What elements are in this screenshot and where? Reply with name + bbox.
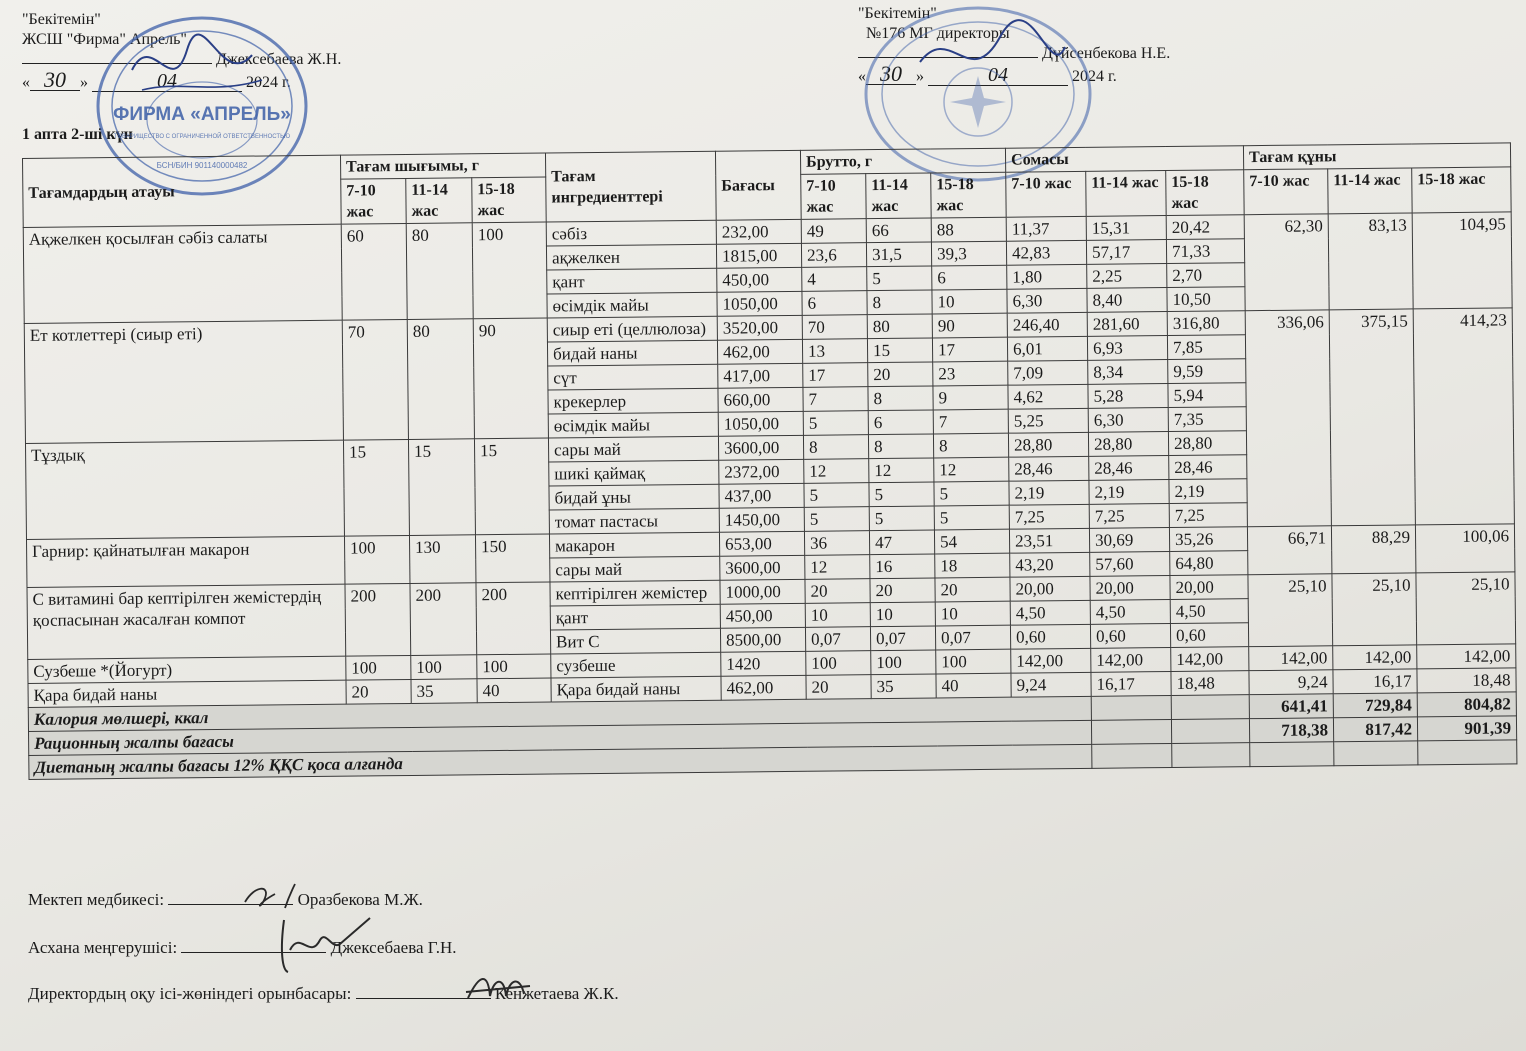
- amount-cell: 4,50: [1170, 599, 1248, 624]
- output-cell: 100: [411, 655, 477, 680]
- summary-value: [1250, 742, 1334, 767]
- amount-cell: 23,51: [1009, 528, 1089, 553]
- gross-cell: 70: [802, 315, 867, 340]
- date-year: 2024 г.: [246, 74, 291, 91]
- summary-empty-cell: [1171, 695, 1249, 720]
- amount-cell: 6,93: [1087, 336, 1167, 361]
- stamp-text: ФИРМА «АПРЕЛЬ»: [113, 104, 291, 125]
- amount-cell: 6,30: [1007, 288, 1087, 313]
- amount-cell: 142,00: [1011, 648, 1091, 673]
- summary-value: 817,42: [1333, 717, 1417, 742]
- ingredient-name-cell: Қара бидай наны: [551, 676, 721, 702]
- col-gross-header: Брутто, г: [800, 148, 1005, 174]
- amount-cell: 8,40: [1087, 288, 1167, 313]
- output-cell: 90: [473, 318, 548, 439]
- amount-cell: 4,62: [1008, 384, 1088, 409]
- cost-cell: 336,06: [1245, 310, 1331, 527]
- approval-date: « 30 » 04 2024 г.: [22, 67, 291, 92]
- age-header: 11-14 жас: [1086, 171, 1166, 217]
- ingredient-name-cell: сузбеше: [551, 652, 721, 678]
- cost-cell: 142,00: [1417, 644, 1516, 669]
- gross-cell: 66: [866, 218, 931, 243]
- ingredient-name-cell: макарон: [549, 532, 719, 558]
- dish-name-cell: Сузбеше *(Йогурт): [28, 656, 346, 683]
- amount-cell: 1,80: [1007, 264, 1087, 289]
- cost-cell: 66,71: [1247, 526, 1331, 575]
- gross-cell: 8: [868, 434, 933, 459]
- amount-cell: 20,00: [1010, 576, 1090, 601]
- summary-empty-cell: [1091, 695, 1171, 720]
- gross-cell: 40: [936, 673, 1011, 698]
- cost-cell: 83,13: [1328, 213, 1413, 310]
- approval-block-left: [22, 10, 341, 93]
- summary-label: Диетаның жалпы бағасы 12% ҚҚС қоса алғанда: [29, 744, 1092, 779]
- gross-cell: 5: [869, 482, 934, 507]
- cost-cell: 100,06: [1415, 524, 1515, 573]
- amount-cell: 7,25: [1009, 504, 1089, 529]
- cost-cell: 9,24: [1249, 670, 1333, 695]
- approval-org: №176 МГ директоры: [866, 25, 1010, 42]
- gross-cell: 17: [803, 363, 868, 388]
- amount-cell: 57,17: [1086, 240, 1166, 265]
- output-cell: 200: [410, 583, 477, 656]
- cost-cell: 25,10: [1332, 573, 1417, 646]
- summary-label: Калория мөлшері, ккал: [28, 696, 1091, 731]
- date-day: 30: [866, 64, 916, 85]
- amount-cell: 142,00: [1091, 647, 1171, 672]
- gross-cell: 5: [867, 266, 932, 291]
- gross-cell: 16: [870, 554, 935, 579]
- amount-cell: 28,46: [1169, 455, 1247, 480]
- menu-table: [22, 142, 1518, 780]
- amount-cell: 7,25: [1089, 504, 1169, 529]
- amount-cell: 16,17: [1091, 671, 1171, 696]
- gross-cell: 10: [935, 601, 1010, 626]
- approval-title: "Бекітемін": [22, 11, 101, 28]
- ingredient-name-cell: шикі қаймақ: [549, 460, 719, 486]
- summary-value: 804,82: [1417, 692, 1516, 717]
- amount-cell: 18,48: [1171, 671, 1249, 696]
- cost-cell: 88,29: [1331, 525, 1415, 574]
- gross-cell: 80: [867, 314, 932, 339]
- amount-cell: 42,83: [1006, 240, 1086, 265]
- amount-cell: 7,35: [1168, 407, 1246, 432]
- amount-cell: 0,60: [1010, 624, 1090, 649]
- ingredient-name-cell: сары май: [548, 436, 718, 462]
- price-cell: 450,00: [717, 267, 802, 292]
- age-header: 15-18 жас: [931, 172, 1006, 218]
- price-cell: 3600,00: [720, 555, 805, 580]
- amount-cell: 11,37: [1006, 216, 1086, 241]
- summary-empty-cell: [1092, 743, 1172, 768]
- cost-cell: 25,10: [1416, 572, 1516, 645]
- col-cost-header: Тағам құны: [1243, 143, 1510, 170]
- price-cell: 660,00: [718, 387, 803, 412]
- gross-cell: 12: [934, 457, 1009, 482]
- gross-cell: 5: [869, 506, 934, 531]
- output-cell: 15: [343, 439, 409, 536]
- age-header: 15-18 жас: [472, 177, 546, 223]
- amount-cell: 2,70: [1167, 263, 1245, 288]
- ingredient-name-cell: бидай наны: [547, 340, 717, 366]
- amount-cell: 4,50: [1090, 600, 1170, 625]
- gross-cell: 88: [931, 217, 1006, 242]
- date-month: 04: [92, 71, 242, 92]
- amount-cell: 281,60: [1087, 312, 1167, 337]
- ingredient-name-cell: бидай ұны: [549, 484, 719, 510]
- amount-cell: 316,80: [1167, 311, 1245, 336]
- amount-cell: 246,40: [1007, 312, 1087, 337]
- gross-cell: 9: [933, 385, 1008, 410]
- cost-cell: 16,17: [1333, 669, 1417, 694]
- gross-cell: 0,07: [870, 626, 935, 651]
- amount-cell: 57,60: [1090, 552, 1170, 577]
- cost-cell: 142,00: [1249, 646, 1333, 671]
- gross-cell: 10: [870, 602, 935, 627]
- output-cell: 200: [345, 583, 411, 656]
- col-price-header: Бағасы: [715, 150, 801, 220]
- gross-cell: 20: [868, 362, 933, 387]
- amount-cell: 35,26: [1169, 527, 1247, 552]
- amount-cell: 20,42: [1166, 215, 1244, 240]
- age-header: 7-10 жас: [1006, 171, 1086, 217]
- price-cell: 232,00: [716, 219, 801, 244]
- amount-cell: 28,80: [1088, 432, 1168, 457]
- gross-cell: 8: [933, 433, 1008, 458]
- amount-cell: 28,80: [1008, 432, 1088, 457]
- gross-cell: 12: [869, 458, 934, 483]
- price-cell: 1050,00: [718, 411, 803, 436]
- dish-name-cell: Ақжелкен қосылған сәбіз салаты: [23, 224, 342, 323]
- gross-cell: 47: [869, 530, 934, 555]
- amount-cell: 6,30: [1088, 408, 1168, 433]
- price-cell: 3600,00: [718, 435, 803, 460]
- amount-cell: 5,94: [1168, 383, 1246, 408]
- gross-cell: 0,07: [805, 627, 870, 652]
- gross-cell: 36: [804, 531, 869, 556]
- price-cell: 437,00: [719, 483, 804, 508]
- output-cell: 100: [477, 654, 551, 679]
- output-cell: 150: [475, 534, 549, 583]
- age-header: 11-14 жас: [1328, 168, 1412, 214]
- gross-cell: 17: [932, 337, 1007, 362]
- summary-empty-cell: [1172, 743, 1250, 768]
- signature-name: Оразбекова М.Ж.: [297, 890, 423, 909]
- amount-cell: 20,00: [1090, 576, 1170, 601]
- col-ingredients-header: Тағам ингредиенттері: [545, 151, 716, 222]
- ingredient-name-cell: қант: [547, 268, 717, 294]
- amount-cell: 30,69: [1089, 528, 1169, 553]
- dish-name-cell: Ет котлеттері (сиыр еті): [24, 320, 343, 443]
- price-cell: 1050,00: [717, 291, 802, 316]
- gross-cell: 100: [806, 651, 871, 676]
- amount-cell: 5,25: [1008, 408, 1088, 433]
- amount-cell: 2,19: [1009, 480, 1089, 505]
- gross-cell: 10: [805, 603, 870, 628]
- dish-name-cell: С витамині бар кептірілген жемістердің қоспасынан жасалған компот: [27, 584, 346, 659]
- summary-value: 641,41: [1249, 694, 1333, 719]
- ingredient-name-cell: ақжелкен: [546, 244, 716, 270]
- gross-cell: 49: [801, 219, 866, 244]
- gross-cell: 7: [933, 409, 1008, 434]
- price-cell: 1000,00: [720, 579, 805, 604]
- ingredient-name-cell: өсімдік майы: [547, 292, 717, 318]
- output-cell: 200: [476, 582, 551, 655]
- gross-cell: 54: [934, 529, 1009, 554]
- gross-cell: 18: [935, 553, 1010, 578]
- cost-cell: 375,15: [1329, 309, 1415, 526]
- output-cell: 35: [411, 679, 477, 704]
- amount-cell: 5,28: [1088, 384, 1168, 409]
- amount-cell: 8,34: [1088, 360, 1168, 385]
- gross-cell: 4: [802, 267, 867, 292]
- svg-text:БСН/БИН 901140000482: БСН/БИН 901140000482: [156, 161, 248, 170]
- cost-cell: 25,10: [1248, 574, 1333, 647]
- date-year: 2024 г.: [1072, 68, 1117, 85]
- gross-cell: 90: [932, 313, 1007, 338]
- ingredient-name-cell: томат пастасы: [549, 508, 719, 534]
- gross-cell: 6: [932, 265, 1007, 290]
- signature-nurse: [28, 888, 423, 910]
- age-header: 7-10 жас: [1244, 169, 1328, 215]
- price-cell: 462,00: [721, 675, 806, 700]
- price-cell: 653,00: [719, 531, 804, 556]
- cost-cell: 62,30: [1244, 214, 1329, 311]
- signature-name: Кенжетаева Ж.К.: [494, 984, 619, 1003]
- col-output-header: Тағам шығымы, г: [340, 153, 545, 179]
- amount-cell: 28,46: [1009, 456, 1089, 481]
- gross-cell: 15: [867, 338, 932, 363]
- gross-cell: 7: [803, 387, 868, 412]
- gross-cell: 12: [804, 459, 869, 484]
- ingredient-name-cell: сүт: [548, 364, 718, 390]
- ingredient-name-cell: сары май: [550, 556, 720, 582]
- cost-cell: 414,23: [1413, 308, 1514, 525]
- age-header: 11-14 жас: [406, 178, 472, 224]
- gross-cell: 5: [934, 505, 1009, 530]
- date-month: 04: [928, 65, 1068, 86]
- approval-name: Дүйсенбекова Н.Е.: [1042, 45, 1171, 62]
- price-cell: 3520,00: [717, 315, 802, 340]
- gross-cell: 20: [806, 675, 871, 700]
- price-cell: 8500,00: [720, 627, 805, 652]
- output-cell: 80: [406, 223, 473, 320]
- col-amount-header: Сомасы: [1005, 146, 1243, 172]
- cost-cell: 18,48: [1417, 668, 1516, 693]
- gross-cell: 13: [802, 339, 867, 364]
- gross-cell: 8: [867, 290, 932, 315]
- dish-name-cell: Тұздық: [25, 440, 344, 539]
- amount-cell: 0,60: [1090, 623, 1170, 648]
- amount-cell: 4,50: [1010, 600, 1090, 625]
- gross-cell: 5: [804, 507, 869, 532]
- amount-cell: 7,25: [1169, 503, 1247, 528]
- summary-empty-cell: [1171, 719, 1249, 744]
- gross-cell: 39,3: [931, 241, 1006, 266]
- output-cell: 40: [477, 678, 551, 703]
- ingredient-name-cell: Вит С: [550, 628, 720, 654]
- gross-cell: 23: [933, 361, 1008, 386]
- age-header: 7-10 жас: [801, 174, 866, 220]
- amount-cell: 43,20: [1010, 552, 1090, 577]
- amount-cell: 64,80: [1170, 551, 1248, 576]
- gross-cell: 6: [868, 410, 933, 435]
- gross-cell: 20: [870, 578, 935, 603]
- menu-table-body: [23, 212, 1517, 780]
- ingredient-name-cell: өсімдік майы: [548, 412, 718, 438]
- ingredient-name-cell: крекерлер: [548, 388, 718, 414]
- gross-cell: 5: [804, 483, 869, 508]
- gross-cell: 5: [934, 481, 1009, 506]
- dish-name-cell: Гарнир: қайнатылған макарон: [26, 536, 344, 587]
- ingredient-name-cell: кептірілген жемістер: [550, 580, 720, 606]
- age-header: 15-18 жас: [1166, 170, 1244, 216]
- approval-date: « 30 » 04 2024 г.: [858, 61, 1117, 86]
- amount-cell: 0,60: [1170, 623, 1248, 648]
- amount-cell: 7,09: [1008, 360, 1088, 385]
- price-cell: 450,00: [720, 603, 805, 628]
- amount-cell: 20,00: [1170, 575, 1248, 600]
- gross-cell: 8: [868, 386, 933, 411]
- gross-cell: 12: [805, 555, 870, 580]
- age-header: 15-18 жас: [1412, 167, 1511, 213]
- col-dish-header: Тағамдардың атауы: [23, 155, 342, 227]
- amount-cell: 15,31: [1086, 216, 1166, 241]
- price-cell: 1420: [721, 651, 806, 676]
- amount-cell: 6,01: [1007, 336, 1087, 361]
- week-day-label: 1 апта 2-ші күн: [22, 126, 133, 143]
- gross-cell: 10: [932, 289, 1007, 314]
- cost-cell: 104,95: [1412, 212, 1512, 309]
- output-cell: 100: [344, 535, 409, 584]
- price-cell: 2372,00: [719, 459, 804, 484]
- gross-cell: 6: [802, 291, 867, 316]
- signature-canteen-head: [28, 936, 457, 958]
- output-cell: 15: [408, 439, 475, 536]
- summary-value: 901,39: [1417, 716, 1516, 741]
- output-cell: 100: [346, 655, 411, 680]
- output-cell: 100: [472, 222, 547, 319]
- gross-cell: 20: [805, 579, 870, 604]
- amount-cell: 28,46: [1089, 456, 1169, 481]
- gross-cell: 23,6: [801, 243, 866, 268]
- age-header: 7-10 жас: [341, 178, 406, 224]
- summary-value: 729,84: [1333, 693, 1417, 718]
- amount-cell: 71,33: [1166, 239, 1244, 264]
- price-cell: 1450,00: [719, 507, 804, 532]
- price-cell: 417,00: [718, 363, 803, 388]
- approval-name: Джексебаева Ж.Н.: [216, 51, 342, 68]
- approval-title: "Бекітемін": [858, 5, 937, 22]
- dish-name-cell: Қара бидай наны: [28, 680, 346, 707]
- summary-label: Рационның жалпы бағасы: [29, 720, 1092, 755]
- ingredient-name-cell: сиыр еті (целлюлоза): [547, 316, 717, 342]
- amount-cell: 28,80: [1168, 431, 1246, 456]
- amount-cell: 2,19: [1089, 480, 1169, 505]
- gross-cell: 35: [871, 674, 936, 699]
- output-cell: 15: [474, 438, 549, 535]
- gross-cell: 100: [871, 650, 936, 675]
- amount-cell: 2,19: [1169, 479, 1247, 504]
- gross-cell: 5: [803, 411, 868, 436]
- signature-role: Асхана меңгерушісі:: [28, 938, 178, 957]
- cost-cell: 142,00: [1333, 645, 1417, 670]
- output-cell: 130: [409, 535, 475, 584]
- svg-text:ТОВАРИЩЕСТВО С ОГРАНИЧЕННОЙ ОТ: ТОВАРИЩЕСТВО С ОГРАНИЧЕННОЙ ОТВЕТСТВЕННОСТЬЮ: [113, 134, 291, 140]
- summary-value: 718,38: [1249, 718, 1333, 743]
- date-day: 30: [30, 70, 80, 91]
- ingredient-name-cell: сәбіз: [546, 220, 716, 246]
- gross-cell: 0,07: [935, 625, 1010, 650]
- summary-value: [1418, 740, 1517, 765]
- amount-cell: 9,59: [1168, 359, 1246, 384]
- output-cell: 70: [342, 319, 408, 440]
- signature-deputy-director: [28, 982, 619, 1004]
- gross-cell: 8: [803, 435, 868, 460]
- output-cell: 20: [346, 679, 411, 704]
- signature-role: Директордың оқу ісі-жөніндегі орынбасары:: [28, 984, 352, 1003]
- gross-cell: 31,5: [866, 242, 931, 267]
- summary-value: [1334, 741, 1418, 766]
- amount-cell: 10,50: [1167, 287, 1245, 312]
- approval-block-right: [858, 4, 1170, 87]
- signature-role: Мектеп медбикесі:: [28, 890, 165, 909]
- gross-cell: 20: [935, 577, 1010, 602]
- amount-cell: 142,00: [1171, 647, 1249, 672]
- signature-name: Джексебаева Г.Н.: [330, 938, 457, 957]
- gross-cell: 100: [936, 649, 1011, 674]
- age-header: 11-14 жас: [866, 173, 931, 219]
- amount-cell: 9,24: [1011, 672, 1091, 697]
- output-cell: 60: [341, 223, 407, 320]
- amount-cell: 2,25: [1087, 264, 1167, 289]
- approval-org: ЖСШ "Фирма" Апрель": [22, 31, 187, 48]
- summary-empty-cell: [1091, 719, 1171, 744]
- amount-cell: 7,85: [1167, 335, 1245, 360]
- output-cell: 80: [407, 319, 474, 440]
- price-cell: 1815,00: [716, 243, 801, 268]
- price-cell: 462,00: [717, 339, 802, 364]
- ingredient-name-cell: қант: [550, 604, 720, 630]
